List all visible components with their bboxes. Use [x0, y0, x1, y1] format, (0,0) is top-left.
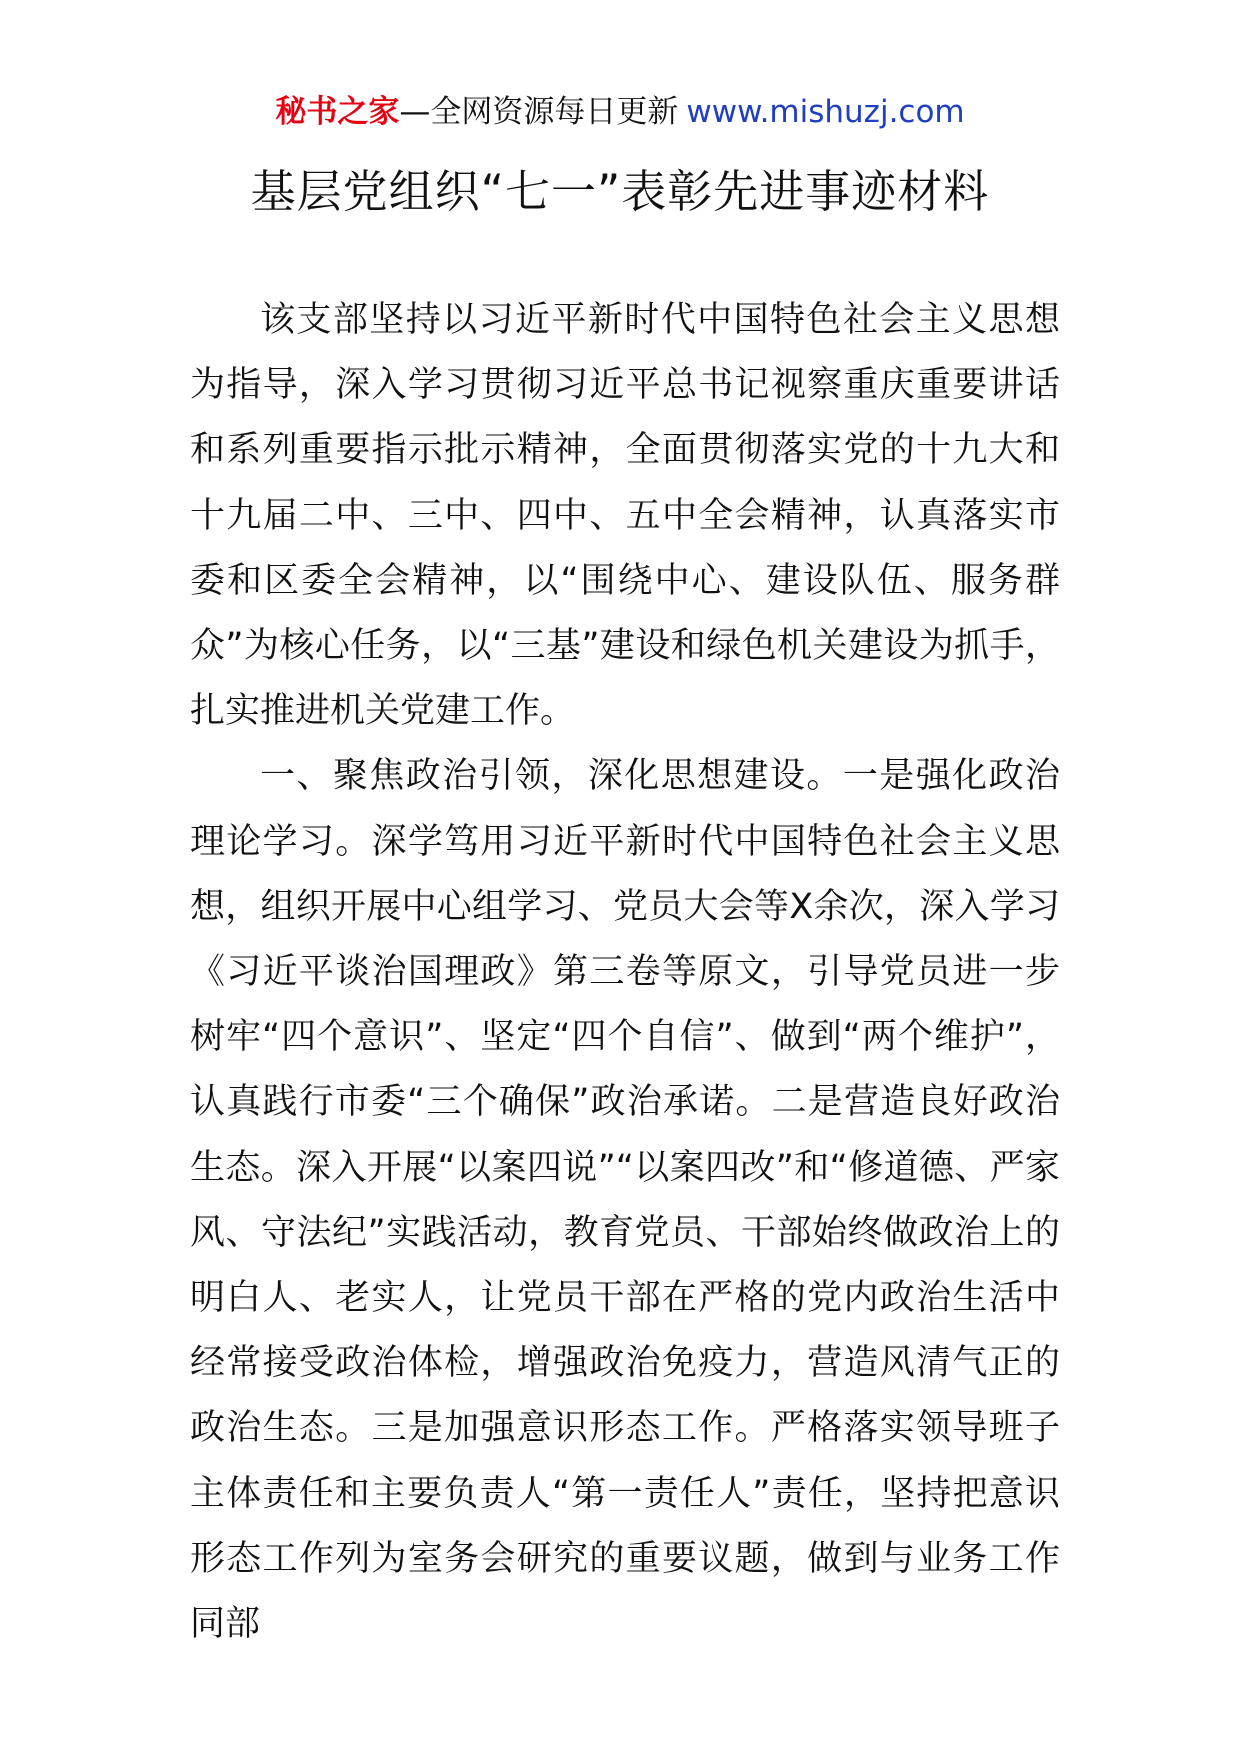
- document-body: [190, 288, 1060, 1657]
- site-url-link[interactable]: www.mishuzj.com: [686, 94, 965, 130]
- section-heading: 一、聚焦政治引领，深化思想建设。: [260, 756, 843, 797]
- paragraph-section-1: [190, 744, 1060, 1657]
- brand-name: 秘书之家: [275, 94, 400, 130]
- document-title: 基层党组织“七一”表彰先进事迹材料: [250, 165, 990, 218]
- header-tagline: —全网资源每日更新: [399, 94, 679, 130]
- paragraph-intro: [190, 288, 1060, 744]
- site-header: [0, 92, 1240, 132]
- paragraph-text: 该支部坚持以习近平新时代中国特色社会主义思想为指导，深入学习贯彻习近平总书记视察重庆重要讲话和系列重要指示批示精神，全面贯彻落实党的十九大和十九届二中、三中、四中、五中全会精神，认真落实市委和区委全会精神，以“围绕中心、建设队伍、服务群众”为核心任务，以“三基”建设和绿色机关建设为抓手，扎实推进机关党建工作。: [190, 300, 1060, 732]
- paragraph-text: 一是强化政治理论学习。深学笃用习近平新时代中国特色社会主义思想，组织开展中心组学习、党员大会等X余次，深入学习《习近平谈治国理政》第三卷等原文，引导党员进一步树牢“四个意识”、坚定“四个自信”、做到“两个维护”，认真践行市委“三个确保”政治承诺。二是营造良好政治生态。深入开展“以案四说”“以案四改”和“修道德、严家风、守法纪”实践活动，教育党员、干部始终做政治上的明白人、老实人，让党员干部在严格的党内政治生活中经常接受政治体检，增强政治免疫力，营造风清气正的政治生态。三是加强意识形态工作。严格落实领导班子主体责任和主要负责人“第一责任人”责任，坚持把意识形态工作列为室务会研究的重要议题，做到与业务工作同部: [190, 756, 1060, 1645]
